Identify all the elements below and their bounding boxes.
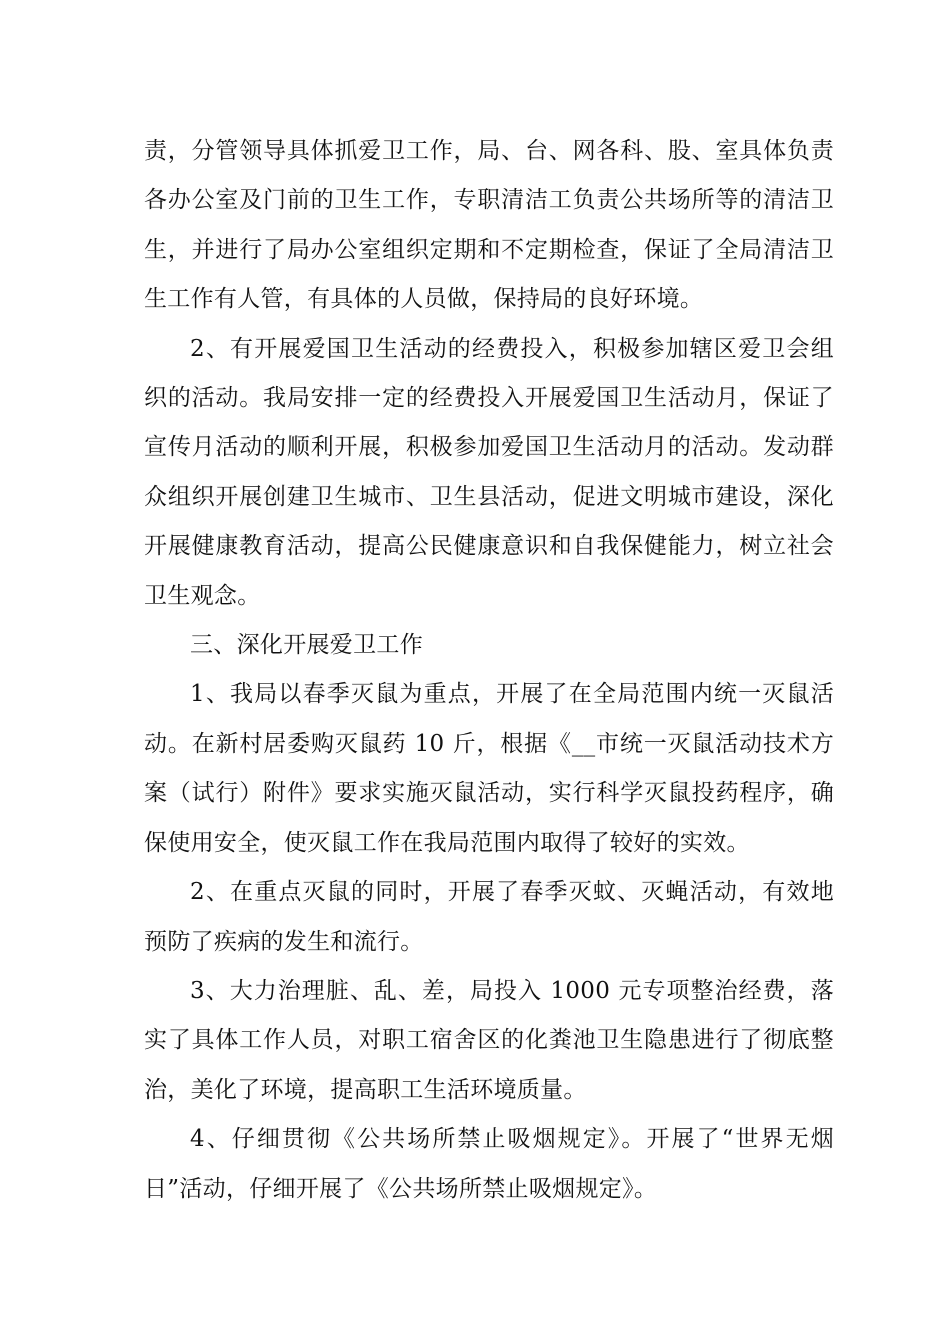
text-line: 生工作有人管，有具体的人员做，保持局的良好环境。 xyxy=(144,286,704,313)
text-line: 三、深化开展爱卫工作 xyxy=(190,632,423,659)
text-line: 3、大力治理脏、乱、差，局投入 1000 元专项整治经费，落实 xyxy=(144,977,834,1054)
section-heading xyxy=(144,621,834,670)
paragraph-environment-rectification xyxy=(144,967,834,1115)
text-line: 生，并进行了局办公室组织定期和不定期检查，保证了全局清洁卫 xyxy=(144,236,834,263)
paragraph-rodent-control xyxy=(144,670,834,868)
paragraph-mosquito-fly-control xyxy=(144,868,834,967)
text-line: 责，分管领导具体抓爱卫工作，局、台、网各科、股、室具体负责 xyxy=(144,138,834,164)
text-line: 各办公室及门前的卫生工作，专职清洁工负责公共场所等的清洁卫 xyxy=(144,187,834,214)
text-line: 2、在重点灭鼠的同时，开展了春季灭蚊、灭蝇活动，有效地预 xyxy=(144,879,834,955)
paragraph-no-smoking xyxy=(144,1115,834,1214)
text-line: 4、仔细贯彻《公共场所禁止吸烟规定》。开展了“世界无烟 xyxy=(190,1126,834,1153)
text-line: 2、有开展爱国卫生活动的经费投入，积极参加辖区爱卫会组织 xyxy=(144,335,834,412)
text-line: 了具体工作人员，对职工宿舍区的化粪池卫生隐患进行了彻底整治， xyxy=(144,1027,834,1103)
text-line: 美化了环境，提高职工生活环境质量。 xyxy=(190,1076,587,1103)
text-line: 行）附件》要求实施灭鼠活动，实行科学灭鼠投药程序，确保使用 xyxy=(144,780,834,856)
text-line: 展健康教育活动，提高公民健康意识和自我保健能力，树立社会卫 xyxy=(144,533,834,609)
text-line: 日”活动，仔细开展了《公共场所禁止吸烟规定》。 xyxy=(144,1175,658,1202)
paragraph-hygiene-responsibility xyxy=(144,127,834,325)
paragraph-funding-investment xyxy=(144,325,834,621)
text-line: 组织开展创建卫生城市、卫生县活动，促进文明城市建设，深化开 xyxy=(144,483,834,560)
text-line: 1、我局以春季灭鼠为重点，开展了在全局范围内统一灭鼠活动。 xyxy=(144,681,834,757)
document-body xyxy=(144,127,834,1214)
text-line: 防了疾病的发生和流行。 xyxy=(167,928,424,955)
text-line: 安全，使灭鼠工作在我局范围内取得了较好的实效。 xyxy=(213,829,750,856)
text-line: 在新村居委购灭鼠药 10 斤，根据《__市统一灭鼠活动技术方案（试 xyxy=(144,730,834,807)
text-line: 生观念。 xyxy=(167,582,261,609)
text-line: 的活动。我局安排一定的经费投入开展爱国卫生活动月，保证了宣 xyxy=(144,385,834,461)
text-line: 传月活动的顺利开展，积极参加爱国卫生活动月的活动。发动群众 xyxy=(144,434,834,510)
